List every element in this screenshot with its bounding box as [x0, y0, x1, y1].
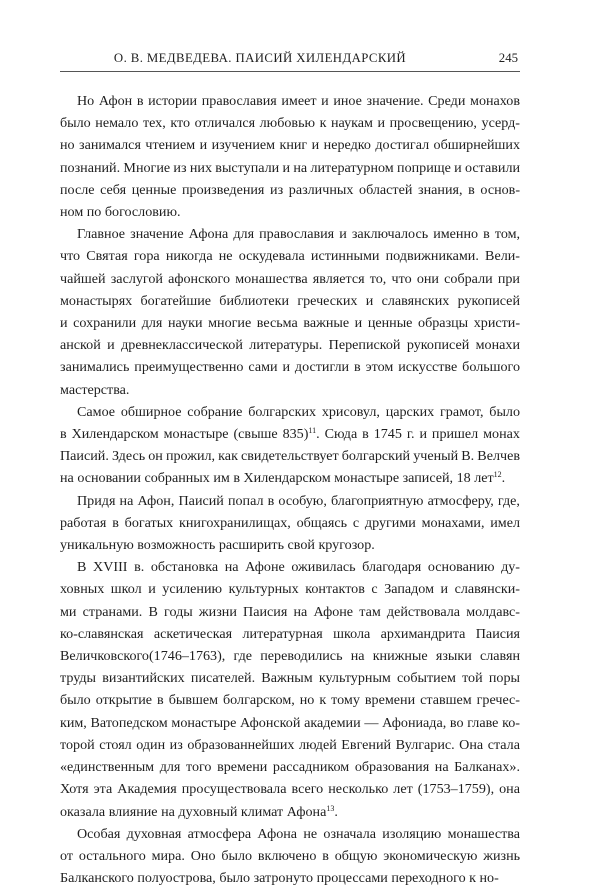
text-line: труды византийских писателей. Важным культурным событием той поры [60, 670, 520, 687]
footnote-ref[interactable]: 13 [326, 803, 335, 813]
text-line: Особая духовная атмосфера Афона не означала изоляцию монашества [77, 825, 520, 842]
page-number: 245 [498, 51, 518, 65]
text-line: торой стоял один из образованнейших людей Евгений Вулгарис. Она стала [60, 736, 520, 753]
text-line: после себя ценные произведения из различных областей знания, в основ- [60, 181, 521, 198]
text-line: от остального мира. Оно было включено в общую экономическую жизнь [60, 847, 521, 864]
text-line: Главное значение Афона для православия и заключалось именно в том, [77, 226, 521, 243]
text-line: Самое обширное собрание болгарских хрисовул, царских грамот, было [77, 403, 521, 420]
text-line: мастерства. [60, 381, 130, 398]
paragraph [60, 490, 520, 557]
text-line: Балканского полуострова, было затронуто процессами переходного к но- [60, 870, 499, 887]
text-line: ким, Ватопедском монастыре Афонской академии — Афониада, во главе ко- [60, 714, 520, 731]
body-text [60, 90, 520, 889]
text-line: монастырях богатейшие библиотеки греческих и славянских рукописей [60, 292, 520, 309]
text-line: Паисий. Здесь он прожил, как свидетельствует болгарский ученый В. Велчев [60, 448, 520, 465]
text-line: занимались преимущественно сами и достигли в этом искусстве большого [60, 359, 521, 376]
text-line: ми странами. В годы жизни Паисия на Афоне там действовала молдавс- [60, 603, 520, 620]
text-line: уникальную возможность расширить свой кругозор. [60, 537, 375, 554]
text-segment: оказала влияние на духовный климат Афона [60, 803, 327, 820]
text-line: ко-славянская аскетическая литературная школа архимандрита Паисия [60, 625, 521, 642]
text-line: что Святая гора никогда не оскудевала истинными подвижниками. Вели- [60, 248, 520, 265]
text-line [60, 467, 520, 489]
text-line: «единственным для того времени рассадником образования на Балканах». [60, 759, 520, 776]
running-header [60, 48, 520, 72]
text-line: познаний. Многие из них выступали и на литературном поприще и оставили [60, 159, 521, 176]
text-line: Но Афон в истории православия имеет и иное значение. Среди монахов [77, 93, 520, 109]
text-segment: . [501, 470, 506, 487]
text-segment: в Хилендарском монастыре (свыше 835) [60, 426, 309, 443]
text-line: но занимался чтением и изучением книг и нередко достигал обширнейших [60, 137, 520, 154]
running-title: О. В. МЕДВЕДЕВА. ПАИСИЙ ХИЛЕНДАРСКИЙ [113, 51, 407, 65]
footnote-ref[interactable]: 12 [493, 470, 502, 480]
paragraph [60, 823, 520, 889]
text-line: было открытие в бывшем болгарском, но к тому времени ставшем гречес- [60, 692, 520, 709]
header-rule [60, 71, 520, 72]
footnote-ref[interactable]: 11 [308, 426, 317, 436]
text-line: В XVIII в. обстановка на Афоне оживилась благодаря основанию ду- [77, 559, 521, 576]
text-segment: . [334, 803, 338, 820]
text-line: ховных школ и усилению культурных контактов с Западом и славянски- [60, 581, 520, 598]
text-line: и сохранили для науки многие весьма важные и ценные образцы христи- [60, 315, 521, 332]
text-segment: на основании собранных им в Хилендарском монастыре записей, 18 лет [60, 470, 494, 487]
text-line [60, 423, 520, 445]
text-line: работая в богатых книгохранилищах, общаясь с другими монахами, имел [60, 514, 521, 531]
text-line: анской и древнеклассической литературы. Перепиской рукописей монахи [60, 337, 520, 354]
paragraph [60, 556, 520, 822]
text-line: Хотя эта Академия просуществовала всего несколько лет (1753–1759), она [60, 781, 520, 798]
paragraph [60, 223, 520, 401]
text-line: Придя на Афон, Паисий попал в особую, благоприятную атмосферу, где, [77, 492, 520, 509]
text-segment: . Сюда в 1745 г. и пришел монах [316, 426, 520, 443]
paragraph [60, 90, 520, 223]
text-line: было немало тех, кто отличался любовью к наукам и просвещению, усерд- [60, 115, 520, 132]
text-line: чайшей заслугой афонского монашества является то, что они собрали при [60, 270, 520, 287]
text-line [60, 801, 520, 823]
text-line: Величковского(1746–1763), где переводились на книжные языки славян [60, 648, 520, 665]
paragraph [60, 401, 520, 490]
text-line: ном по богословию. [60, 204, 181, 221]
